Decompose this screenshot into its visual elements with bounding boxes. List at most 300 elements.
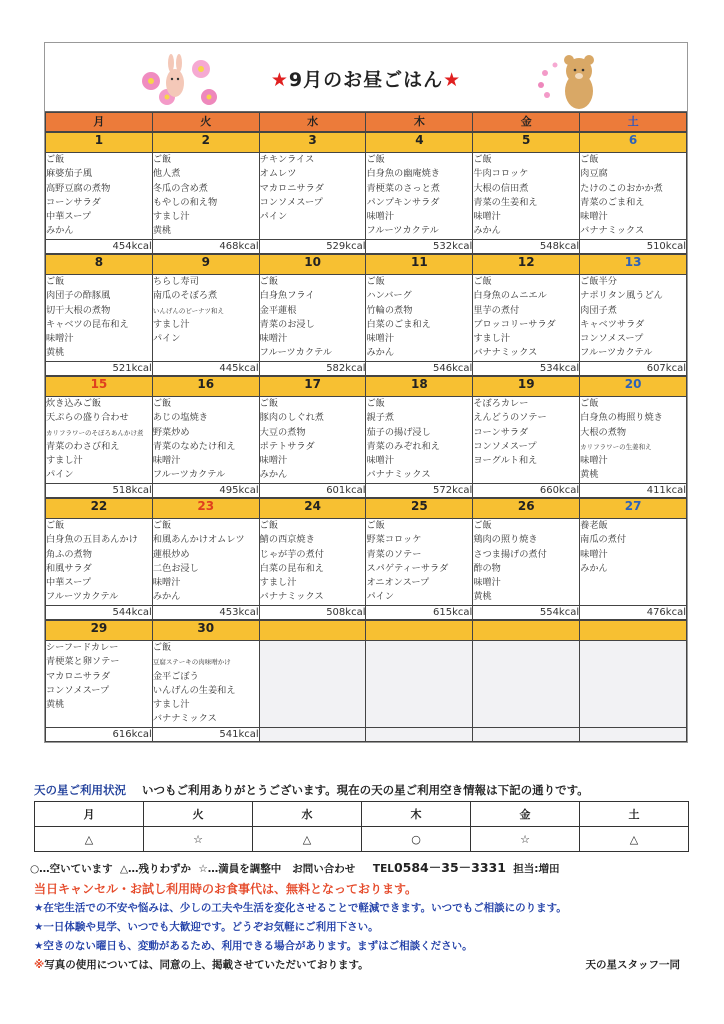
star-icon: ★ (443, 69, 462, 91)
availability-table (34, 801, 689, 852)
menu-item: ご飯 (46, 154, 65, 165)
menu-item: 大豆の煮物 (259, 426, 306, 438)
menu-item: 黄桃 (46, 347, 65, 359)
availability-day: 土 (580, 802, 689, 827)
menu-item: 肉団子の酢豚風 (46, 290, 111, 302)
date-cell: 8 (46, 255, 153, 275)
menu-item: 青梗菜と卵ソテー (46, 656, 120, 668)
kcal-row (46, 362, 687, 376)
menu-item: すまし汁 (46, 455, 83, 467)
menu-item: ご飯 (366, 398, 385, 409)
menu-item: コンソメスープ (473, 440, 537, 452)
availability-status: ☆ (144, 827, 253, 852)
availability-day: 水 (253, 802, 362, 827)
kcal-cell: 554kcal (473, 606, 580, 620)
weekday-fri: 金 (473, 113, 580, 132)
menu-item: ご飯 (366, 276, 385, 287)
menu-item: パイン (259, 211, 288, 223)
menu-item: ご飯 (46, 520, 65, 531)
menu-sheet (44, 42, 688, 743)
menu-item: ご飯 (259, 398, 279, 409)
menu-item: カリフラワーのそぼろあんかけ煮 (46, 428, 144, 437)
menu-item: 大根の信田煮 (473, 182, 529, 194)
menu-item: コンソメスープ (46, 684, 110, 696)
date-cell: 19 (473, 377, 580, 397)
menu-item: いんげんのピーナツ和え (152, 306, 225, 315)
menu-item: 味噌汁 (580, 548, 608, 560)
menu-item: 味噌汁 (366, 455, 395, 467)
menu-item: ご飯 (473, 276, 492, 287)
menu-item: ご飯 (366, 154, 385, 165)
menu-item: 麻婆茄子風 (46, 168, 92, 180)
menu-item: 味噌汁 (580, 211, 608, 223)
weekday-header-row (46, 113, 687, 132)
menu-cell (152, 641, 259, 728)
kcal-row (46, 728, 687, 742)
menu-item: 高野豆腐の煮物 (46, 182, 111, 194)
menu-item: すまし汁 (152, 699, 190, 711)
menu-item: フルーツカクテル (366, 225, 439, 237)
menu-item: コーンサラダ (473, 426, 529, 438)
menu-item: キャベツの昆布和え (46, 318, 129, 330)
date-row (46, 133, 687, 153)
menu-cell (473, 397, 580, 484)
date-cell: 3 (259, 133, 366, 153)
menu-item: 牛肉コロッケ (473, 168, 529, 180)
menu-item: 鯖の西京焼き (259, 534, 315, 546)
menu-item: 味噌汁 (46, 333, 74, 345)
menu-item: 白身魚フライ (259, 290, 315, 302)
menu-item: 青菜のわさび和え (46, 440, 120, 452)
menu-item: ブロッコリーサラダ (473, 318, 556, 330)
menu-item: ご飯 (580, 398, 599, 409)
kcal-cell: 529kcal (259, 240, 366, 254)
kcal-cell: 411kcal (580, 484, 687, 498)
menu-item: えんどうのソテー (473, 412, 547, 424)
notes-list (34, 899, 694, 975)
kcal-cell: 601kcal (259, 484, 366, 498)
availability-day: 火 (144, 802, 253, 827)
kcal-cell: 532kcal (366, 240, 473, 254)
availability-day-row (35, 802, 689, 827)
menu-cell (152, 153, 259, 240)
menu-item: コーンサラダ (46, 196, 101, 208)
kcal-cell: 495kcal (152, 484, 259, 498)
menu-row (46, 641, 687, 728)
menu-item: 味噌汁 (473, 577, 501, 589)
legend-few: △…残りわずか (119, 863, 192, 875)
kcal-cell: 572kcal (366, 484, 473, 498)
menu-item: 親子煮 (366, 412, 395, 424)
date-cell (366, 621, 473, 641)
menu-row (46, 519, 687, 606)
menu-item: 黄桃 (46, 699, 65, 711)
menu-item: ご飯 (259, 520, 279, 531)
menu-cell (259, 641, 366, 728)
menu-item: ハンバーグ (366, 290, 412, 302)
availability-status: △ (580, 827, 689, 852)
kcal-row (46, 606, 687, 620)
menu-item: 他人煮 (152, 168, 181, 180)
menu-item: 南瓜の煮付 (580, 534, 627, 546)
phone-number (372, 860, 506, 875)
menu-cell (580, 641, 687, 728)
date-cell: 2 (152, 133, 259, 153)
signature: 天の星スタッフ一同 (585, 959, 680, 971)
menu-item: キャベツサラダ (580, 318, 645, 330)
date-cell: 11 (366, 255, 473, 275)
menu-item: 青菜のごま和え (580, 196, 645, 208)
legend-open: ○…空いています (30, 863, 113, 875)
calendar-weeks (45, 132, 687, 742)
menu-item: 里芋の煮付 (473, 304, 520, 316)
date-cell: 26 (473, 499, 580, 519)
menu-cell (152, 397, 259, 484)
menu-item: 切干大根の煮物 (46, 304, 111, 316)
date-cell (473, 621, 580, 641)
menu-item: パイン (152, 333, 181, 345)
kcal-cell: 508kcal (259, 606, 366, 620)
menu-item: フルーツカクテル (46, 591, 119, 603)
menu-item: オムレツ (259, 168, 297, 180)
menu-item: ナポリタン風うどん (580, 290, 663, 302)
photo-note (34, 956, 694, 975)
kcal-cell: 476kcal (580, 606, 687, 620)
contact-label: お問い合わせ (292, 863, 356, 875)
date-cell: 12 (473, 255, 580, 275)
menu-item: 茄子の揚げ浸し (366, 426, 431, 438)
menu-item: シーフードカレー (46, 642, 119, 653)
menu-item: 白身魚の五目あんかけ (46, 534, 138, 546)
date-row (46, 621, 687, 641)
date-cell (259, 621, 366, 641)
date-cell: 18 (366, 377, 473, 397)
kcal-row (46, 484, 687, 498)
menu-cell (152, 275, 259, 362)
menu-cell (46, 153, 153, 240)
date-cell: 10 (259, 255, 366, 275)
menu-item: 味噌汁 (259, 333, 288, 345)
date-cell: 13 (580, 255, 687, 275)
availability-status-row (35, 827, 689, 852)
date-cell: 1 (46, 133, 153, 153)
menu-item: 味噌汁 (259, 455, 288, 467)
kcal-cell: 660kcal (473, 484, 580, 498)
menu-item: ご飯 (580, 154, 599, 165)
menu-row (46, 153, 687, 240)
date-cell: 29 (46, 621, 153, 641)
date-cell: 5 (473, 133, 580, 153)
menu-item: たけのこのおかか煮 (580, 182, 663, 194)
menu-item: 二色お浸し (152, 562, 199, 574)
menu-cell (580, 397, 687, 484)
menu-item: 豚肉のしぐれ煮 (259, 412, 324, 424)
menu-item: バナナミックス (152, 713, 217, 725)
kcal-cell: 521kcal (46, 362, 153, 376)
note-line: ★在宅生活での不安や悩みは、少しの工夫や生活を変化させることで軽減できます。いつでもご相談にのります。 (34, 902, 567, 914)
date-cell: 9 (152, 255, 259, 275)
menu-item: チキンライス (259, 154, 315, 165)
availability-message: いつもご利用ありがとうございます。現在の天の星ご利用空き情報は下記の通りです。 (142, 783, 589, 797)
menu-item: パンプキンサラダ (366, 196, 440, 208)
menu-item: ご飯 (152, 398, 172, 409)
menu-item: ちらし寿司 (152, 276, 199, 287)
calendar-week (45, 620, 687, 742)
menu-item: 白菜のごま和え (366, 318, 431, 330)
menu-item: オニオンスープ (366, 577, 430, 589)
tel-prefix: TEL (372, 863, 394, 875)
menu-item: 南瓜のそぼろ煮 (152, 290, 218, 302)
menu-cell (473, 153, 580, 240)
menu-item: 青菜のみぞれ和え (366, 440, 440, 452)
kcal-cell: 454kcal (46, 240, 153, 254)
menu-item: 大根の煮物 (580, 426, 627, 438)
availability-status: ☆ (471, 827, 580, 852)
menu-item: 蓮根炒め (152, 548, 190, 560)
menu-item: さつま揚げの煮付 (473, 548, 547, 560)
menu-item: バナナミックス (580, 225, 645, 237)
kcal-cell: 510kcal (580, 240, 687, 254)
kcal-row (46, 240, 687, 254)
menu-cell (580, 153, 687, 240)
date-cell: 16 (152, 377, 259, 397)
menu-item: 青菜の生姜和え (473, 196, 538, 208)
menu-item: バナナミックス (259, 591, 324, 603)
menu-cell (366, 153, 473, 240)
kcal-cell: 518kcal (46, 484, 153, 498)
kcal-cell: 546kcal (366, 362, 473, 376)
menu-item: 肉豆腐 (580, 168, 608, 180)
menu-item: 白身魚の梅照り焼き (580, 412, 663, 424)
menu-cell (366, 519, 473, 606)
menu-item: 炊き込みご飯 (46, 398, 102, 409)
menu-item: コンソメスープ (580, 333, 644, 345)
availability-status: ○ (362, 827, 471, 852)
menu-item: ご飯 (259, 276, 279, 287)
kcal-cell: 582kcal (259, 362, 366, 376)
availability-status: △ (35, 827, 144, 852)
availability-day: 月 (35, 802, 144, 827)
menu-item: ご飯 (152, 642, 172, 653)
date-cell: 15 (46, 377, 153, 397)
menu-item: 角ふの煮物 (46, 548, 92, 560)
menu-item: 青梗菜のさっと煮 (366, 182, 440, 194)
menu-row (46, 397, 687, 484)
menu-item: 青菜のなめたけ和え (152, 440, 236, 452)
calendar-week (45, 376, 687, 498)
menu-item: 酢の物 (473, 562, 501, 574)
weekday-sat: 土 (580, 113, 687, 132)
kcal-cell (580, 728, 687, 742)
availability-header (34, 782, 694, 798)
date-row (46, 255, 687, 275)
legend-full: ☆…満員を調整中 (198, 863, 282, 875)
availability-status: △ (253, 827, 362, 852)
menu-item: 青菜のお浸し (259, 318, 315, 330)
menu-item: 中華スープ (46, 211, 92, 223)
menu-item: みかん (580, 562, 608, 574)
menu-item: 味噌汁 (152, 577, 181, 589)
menu-item: あじの塩焼き (152, 412, 208, 424)
menu-cell (46, 275, 153, 362)
date-row (46, 499, 687, 519)
date-cell: 22 (46, 499, 153, 519)
menu-row (46, 275, 687, 362)
menu-item: ご飯 (473, 520, 492, 531)
calendar-week (45, 132, 687, 254)
menu-item: フルーツカクテル (580, 347, 653, 359)
menu-cell (46, 397, 153, 484)
menu-calendar (45, 112, 687, 132)
menu-item: フルーツカクテル (259, 347, 332, 359)
kcal-cell: 468kcal (152, 240, 259, 254)
kcal-cell: 453kcal (152, 606, 259, 620)
weekday-wed: 水 (259, 113, 366, 132)
menu-item: みかん (473, 225, 501, 237)
menu-item: 味噌汁 (366, 211, 395, 223)
menu-item: 和風あんかけオムレツ (152, 534, 245, 546)
menu-item: ポテトサラダ (259, 440, 315, 452)
menu-item: 味噌汁 (473, 211, 501, 223)
menu-cell (473, 641, 580, 728)
tel-number: 0584－35－3331 (393, 860, 506, 875)
menu-cell (366, 641, 473, 728)
menu-item: ヨーグルト和え (473, 455, 538, 467)
date-cell: 24 (259, 499, 366, 519)
availability-legend (30, 858, 700, 876)
menu-item: 味噌汁 (366, 333, 395, 345)
menu-item: コンソメスープ (259, 196, 323, 208)
menu-item: じゃが芋の煮付 (259, 548, 324, 560)
kcal-cell: 548kcal (473, 240, 580, 254)
photo-note-text: 写真の使用については、同意の上、掲載させていただいております。 (44, 959, 369, 971)
menu-item: 冬瓜の含め煮 (152, 182, 208, 194)
asterisk-mark: ※ (34, 959, 45, 971)
kcal-cell: 607kcal (580, 362, 687, 376)
menu-item: 黄桃 (152, 225, 172, 237)
date-cell: 23 (152, 499, 259, 519)
menu-cell (259, 519, 366, 606)
menu-item: 味噌汁 (580, 455, 608, 467)
note-line: ★空きのない曜日も、変動があるため、利用できる場合があります。まずはご相談ください。 (34, 940, 473, 952)
menu-item: すまし汁 (259, 577, 297, 589)
menu-item: 白身魚の幽庵焼き (366, 168, 440, 180)
menu-item: そぼろカレー (473, 398, 529, 409)
menu-item: みかん (366, 347, 395, 359)
menu-item: 金平蓮根 (259, 304, 297, 316)
calendar-week (45, 254, 687, 376)
calendar-week (45, 498, 687, 620)
weekday-tue: 火 (152, 113, 259, 132)
menu-item: 白身魚のムニエル (473, 290, 547, 302)
kcal-cell (366, 728, 473, 742)
availability-day: 金 (471, 802, 580, 827)
menu-item: ご飯 (473, 154, 492, 165)
menu-item: 味噌汁 (152, 455, 181, 467)
kcal-cell: 534kcal (473, 362, 580, 376)
menu-item: いんげんの生姜和え (152, 684, 236, 696)
menu-cell (259, 397, 366, 484)
menu-item: バナナミックス (366, 469, 431, 481)
note-line: ★一日体験や見学、いつでも大歓迎です。どうぞお気軽にご利用下さい。 (34, 921, 379, 933)
menu-cell (473, 519, 580, 606)
menu-cell (152, 519, 259, 606)
title-text: 9月のお昼ごはん (288, 69, 444, 91)
title-band (45, 43, 687, 112)
menu-cell (580, 275, 687, 362)
date-cell: 25 (366, 499, 473, 519)
date-row (46, 377, 687, 397)
kcal-cell (259, 728, 366, 742)
menu-cell (366, 397, 473, 484)
menu-item: バナナミックス (473, 347, 538, 359)
menu-cell (46, 519, 153, 606)
menu-item: ご飯 (46, 276, 65, 287)
kcal-cell: 615kcal (366, 606, 473, 620)
menu-item: 天ぷらの盛り合わせ (46, 412, 129, 424)
date-cell: 17 (259, 377, 366, 397)
availability-day: 木 (362, 802, 471, 827)
date-cell: 27 (580, 499, 687, 519)
date-cell (580, 621, 687, 641)
menu-item: 青菜のソテー (366, 548, 422, 560)
menu-item: すまし汁 (152, 211, 190, 223)
bear-illustration-icon (537, 51, 607, 111)
cancellation-note: 当日キャンセル・お試し利用時のお食事代は、無料となっております。 (34, 882, 418, 896)
menu-cell (580, 519, 687, 606)
menu-cell (259, 153, 366, 240)
menu-item: パイン (366, 591, 395, 603)
menu-item: 養老飯 (580, 520, 608, 531)
menu-item: マカロニサラダ (259, 182, 324, 194)
kcal-cell: 544kcal (46, 606, 153, 620)
star-icon: ★ (270, 69, 289, 91)
menu-item: みかん (259, 469, 288, 481)
menu-item: ご飯 (366, 520, 385, 531)
menu-item: 金平ごぼう (152, 670, 199, 682)
menu-cell (259, 275, 366, 362)
kcal-cell: 445kcal (152, 362, 259, 376)
menu-cell (46, 641, 153, 728)
menu-item: 黄桃 (580, 469, 599, 481)
menu-item: みかん (152, 591, 181, 603)
menu-item: 肉団子煮 (580, 304, 617, 316)
menu-item: 黄桃 (473, 591, 492, 603)
date-cell: 6 (580, 133, 687, 153)
menu-item: 野菜コロッケ (366, 534, 422, 546)
kcal-cell (473, 728, 580, 742)
date-cell: 30 (152, 621, 259, 641)
menu-item: 竹輪の煮物 (366, 304, 413, 316)
menu-cell (366, 275, 473, 362)
menu-item: 豆腐ステーキの肉味噌かけ (152, 658, 231, 667)
menu-item: ご飯半分 (580, 276, 617, 287)
menu-item: みかん (46, 225, 74, 237)
availability-label: 天の星ご利用状況 (34, 783, 126, 797)
menu-item: マカロニサラダ (46, 670, 111, 682)
staff-in-charge: 担当:増田 (513, 863, 560, 875)
menu-item: 白菜の昆布和え (259, 562, 324, 574)
menu-item: すまし汁 (473, 333, 511, 345)
menu-cell (473, 275, 580, 362)
menu-item: ご飯 (152, 154, 172, 165)
menu-item: カリフラワーの生姜和え (580, 442, 652, 451)
weekday-thu: 木 (366, 113, 473, 132)
menu-item: 和風サラダ (46, 562, 92, 574)
date-cell: 20 (580, 377, 687, 397)
menu-item: すまし汁 (152, 318, 190, 330)
menu-item: もやしの和え物 (152, 196, 218, 208)
